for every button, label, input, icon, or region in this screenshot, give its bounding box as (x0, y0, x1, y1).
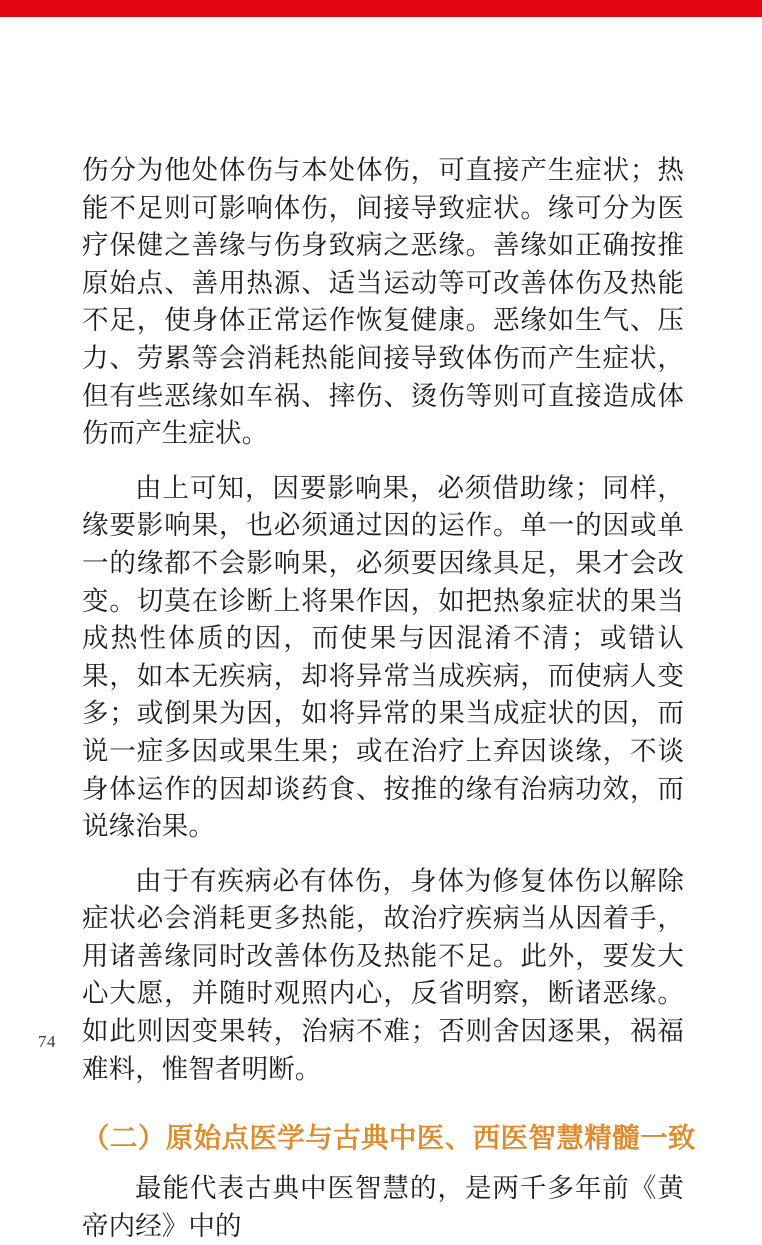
body-paragraph-2: 由上可知，因要影响果，必须借助缘；同样，缘要影响果，也必须通过因的运作。单一的因或单一的缘都不会影响果，必须要因缘具足，果才会改变。切莫在诊断上将果作因，如把热象症状的果当成热性体质的因，而使果与因混淆不清；或错认果，如本无疾病，却将异常当成疾病，而使病人变多；或倒果为因，如将异常的果当成症状的因，而说一症多因或果生果；或在治疗上弃因谈缘，不谈身体运作的因却谈药食、按推的缘有治病功效，而说缘治果。 (82, 472, 684, 842)
top-red-band (0, 0, 762, 17)
page-number: 74 (38, 1032, 56, 1051)
body-paragraph-4: 最能代表古典中医智慧的，是两千多年前《黄帝内经》中的 (82, 1173, 684, 1241)
page-content (82, 152, 696, 1245)
section-heading: （二）原始点医学与古典中医、西医智慧精髓一致 (82, 1122, 696, 1154)
body-paragraph-3: 由于有疾病必有体伤，身体为修复体伤以解除症状必会消耗更多热能，故治疗疾病当从因着手，用诸善缘同时改善体伤及热能不足。此外，要发大心大愿，并随时观照内心，反省明察，断诸恶缘。如此则因变果转，治病不难；否则舍因逐果，祸福难料，惟智者明断。 (82, 865, 684, 1084)
body-paragraph-1: 伤分为他处体伤与本处体伤，可直接产生症状；热能不足则可影响体伤，间接导致症状。缘可分为医疗保健之善缘与伤身致病之恶缘。善缘如正确按推原始点、善用热源、适当运动等可改善体伤及热能不足，使身体正常运作恢复健康。恶缘如生气、压力、劳累等会消耗热能间接导致体伤而产生症状，但有些恶缘如车祸、摔伤、烫伤等则可直接造成体伤而产生症状。 (82, 155, 684, 449)
